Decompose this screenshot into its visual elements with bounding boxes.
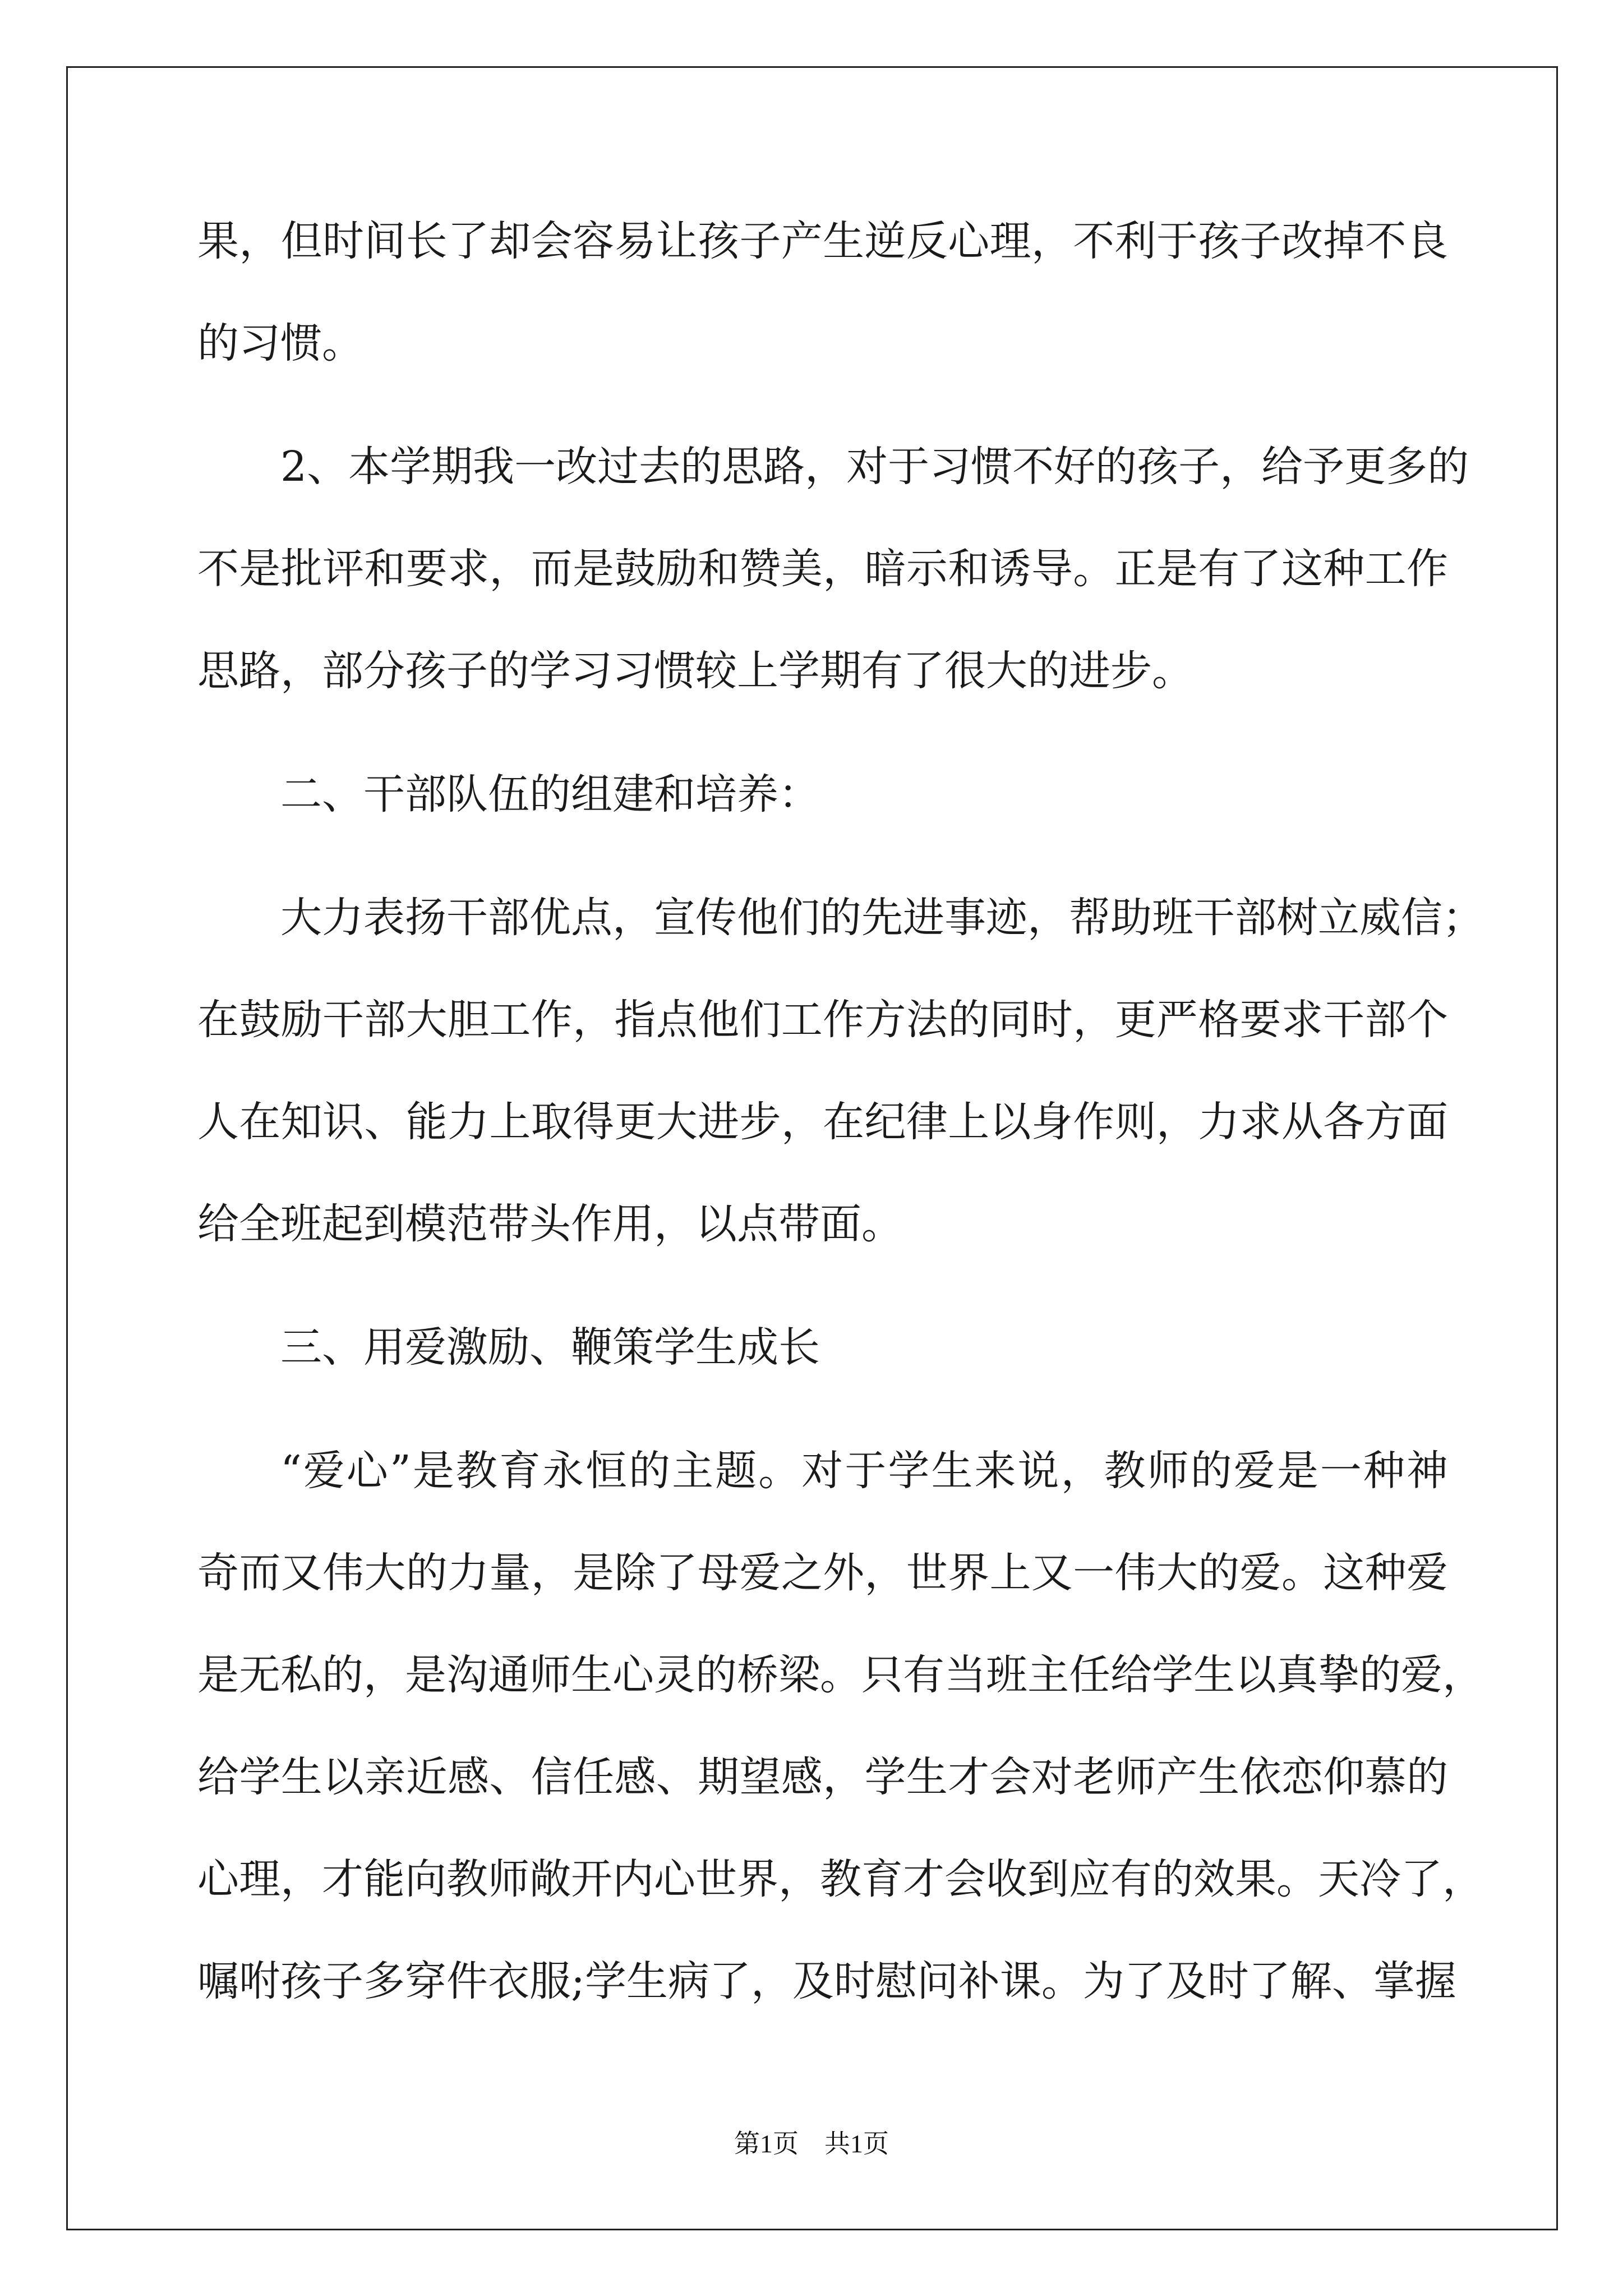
- page-footer: [0, 2127, 1623, 2161]
- text-line: 嘱咐孩子多穿件衣服;学生病了，及时慰问补课。为了及时了解、掌握: [197, 1957, 1456, 2005]
- text-line: “爱心”是教育永恒的主题。对于学生来说，教师的爱是一种神: [280, 1447, 1448, 1495]
- text-line: 不是批评和要求，而是鼓励和赞美，暗示和诱导。正是有了这种工作: [197, 545, 1448, 593]
- text-line: 在鼓励干部大胆工作，指点他们工作方法的同时，更严格要求干部个: [197, 996, 1448, 1044]
- text-line: 心理，才能向教师敞开内心世界，教育才会收到应有的效果。天冷了，: [197, 1855, 1484, 1903]
- text-line: 果，但时间长了却会容易让孩子产生逆反心理，不利于孩子改掉不良: [197, 217, 1448, 265]
- text-line: 的习惯。: [197, 319, 363, 367]
- text-line: 思路，部分孩子的学习习惯较上学期有了很大的进步。: [197, 647, 1193, 695]
- text-line: 2、本学期我一改过去的思路，对于习惯不好的孩子，给予更多的: [280, 443, 1469, 491]
- text-line: 奇而又伟大的力量，是除了母爱之外，世界上又一伟大的爱。这种爱: [197, 1549, 1448, 1597]
- page-number-label: 第1页 共1页: [734, 2129, 889, 2158]
- section-heading: 三、用爱激励、鞭策学生成长: [280, 1323, 820, 1372]
- text-line: 人在知识、能力上取得更大进步，在纪律上以身作则，力求从各方面: [197, 1098, 1448, 1146]
- text-line: 给学生以亲近感、信任感、期望感，学生才会对老师产生依恋仰慕的: [197, 1753, 1448, 1801]
- section-heading: 二、干部队伍的组建和培养：: [280, 770, 820, 818]
- text-line: 大力表扬干部优点，宣传他们的先进事迹，帮助班干部树立威信；: [280, 894, 1484, 942]
- text-line: 是无私的，是沟通师生心灵的桥梁。只有当班主任给学生以真挚的爱，: [197, 1651, 1484, 1699]
- text-line: 给全班起到模范带头作用，以点带面。: [197, 1200, 903, 1248]
